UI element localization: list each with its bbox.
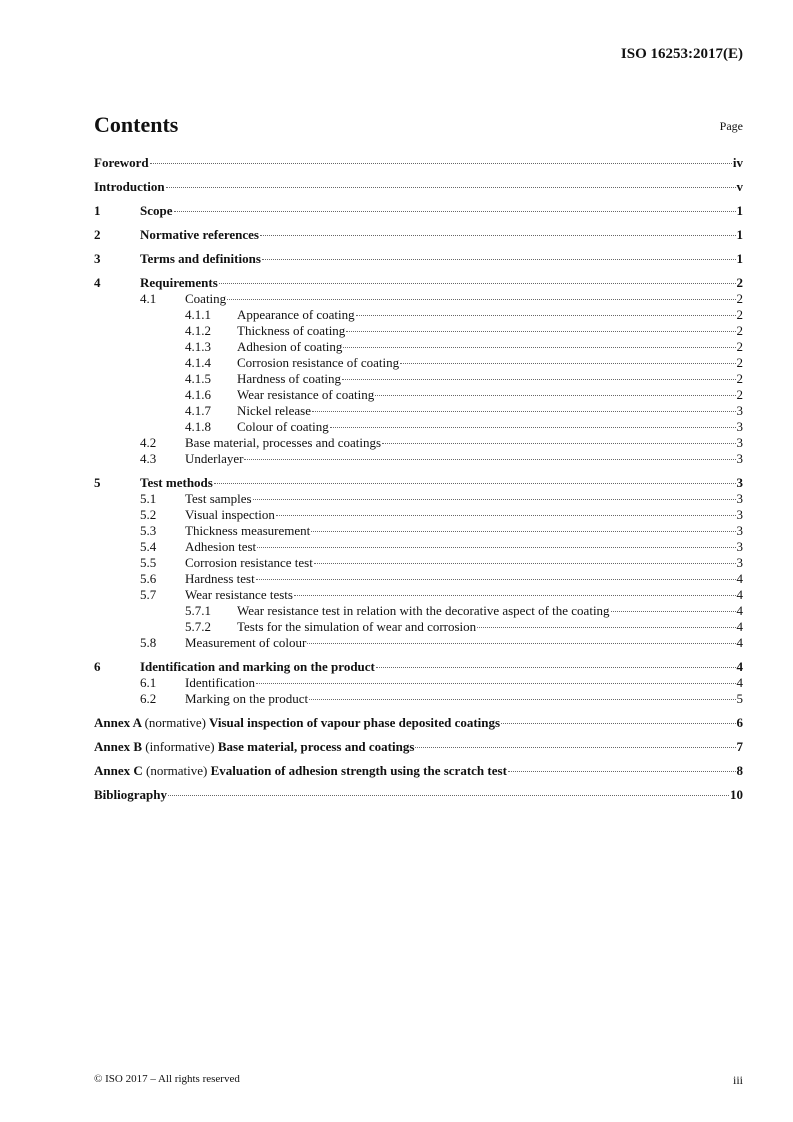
toc-entry[interactable] [94,539,743,555]
dot-leader [307,643,735,644]
toc-entry-title: Identification and marking on the product [140,659,375,674]
dot-leader [415,747,735,748]
toc-entry-title [94,763,507,779]
toc-entry-title: Corrosion resistance of coating [237,355,400,370]
toc-entry[interactable] [94,307,743,323]
toc-entry-title: Underlayer [185,451,244,466]
toc-entry-title: Normative references [140,227,259,242]
toc-entry-number: 3 [94,251,101,266]
dot-leader [312,411,736,412]
toc-entry[interactable] [94,451,743,467]
toc-entry-page: v [736,179,743,194]
dot-leader [382,443,735,444]
annex-title: Evaluation of adhesion strength using the scratch test [210,763,507,778]
toc-entry-number: 6.2 [140,691,157,706]
toc-entry-title: Corrosion resistance test [185,555,313,570]
toc-entry-page: 3 [736,451,743,466]
toc-entry[interactable] [94,787,743,803]
toc-entry-page: 3 [736,491,743,506]
toc-entry-number: 5.2 [140,507,157,522]
toc-entry-page: 8 [736,763,743,778]
toc-entry[interactable] [94,179,743,195]
toc-entry[interactable] [94,323,743,339]
toc-entry-page: 4 [736,659,743,674]
toc-entry-number: 4.2 [140,435,157,450]
document-id: ISO 16253:2017(E) [620,46,743,62]
toc-entry-number: 5.4 [140,539,157,554]
toc-entry-title [94,715,500,731]
page-title: Contents [94,112,179,137]
toc-entry[interactable] [94,251,743,267]
toc-entry-title: Adhesion of coating [237,339,343,354]
dot-leader [276,515,736,516]
toc-entry[interactable] [94,739,743,755]
toc-entry-title: Nickel release [237,403,311,418]
toc-entry-number: 6.1 [140,675,157,690]
toc-entry-number: 4.1.3 [185,339,211,354]
toc-entry-number: 4.1.8 [185,419,211,434]
dot-leader [244,459,735,460]
dot-leader [375,395,735,396]
toc-entry[interactable] [94,715,743,731]
toc-entry-page: 2 [736,387,743,402]
toc-entry-page: 1 [736,227,743,242]
dot-leader [260,235,736,236]
toc-entry[interactable] [94,491,743,507]
toc-entry-title: Wear resistance of coating [237,387,375,402]
dot-leader [343,347,735,348]
toc-entry-page: 3 [736,403,743,418]
toc-entry-page: 1 [736,251,743,266]
dot-leader [477,627,735,628]
toc-entry-title: Wear resistance test in relation with the decorative aspect of the coating [237,603,610,618]
toc-entry-page: iv [732,155,743,170]
toc-entry[interactable] [94,587,743,603]
toc-entry-number: 4.3 [140,451,157,466]
toc-entry-page: 3 [736,523,743,538]
toc-entry-title: Coating [185,291,227,306]
toc-entry[interactable] [94,475,743,491]
toc-entry-title: Colour of coating [237,419,329,434]
dot-leader [342,379,736,380]
dot-leader [330,427,736,428]
toc-entry-number: 5.8 [140,635,157,650]
toc-entry-title: Visual inspection [185,507,275,522]
toc-entry[interactable] [94,419,743,435]
toc-entry-title: Identification [185,675,256,690]
toc-entry-page: 2 [736,355,743,370]
toc-entry-number: 4.1 [140,291,157,306]
toc-entry-number: 4.1.7 [185,403,211,418]
toc-entry[interactable] [94,387,743,403]
dot-leader [376,667,736,668]
toc-entry-number: 5.3 [140,523,157,538]
toc-entry-page: 10 [730,787,743,802]
toc-entry-page: 4 [736,619,743,634]
toc-entry-title: Wear resistance tests [185,587,293,602]
dot-leader [311,531,735,532]
toc-entry[interactable] [94,155,743,171]
dot-leader [256,683,735,684]
toc-entry-number: 4.1.1 [185,307,211,322]
toc-entry-page: 4 [736,635,743,650]
annex-label: Annex B [94,739,143,754]
toc-entry-page: 7 [736,739,743,754]
toc-entry-number: 4 [94,275,101,290]
toc-entry[interactable] [94,227,743,243]
dot-leader [150,163,732,164]
toc-entry[interactable] [94,691,743,707]
toc-entry-page: 3 [736,475,743,490]
dot-leader [227,299,735,300]
dot-leader [501,723,735,724]
annex-label: Annex C [94,763,143,778]
annex-kind: (normative) [144,715,206,730]
dot-leader [256,579,736,580]
annex-title: Base material, process and coatings [217,739,415,754]
toc-entry[interactable] [94,635,743,651]
toc-entry-title: Scope [140,203,173,218]
copyright-footer: © ISO 2017 – All rights reserved [94,1073,240,1085]
toc-entry[interactable] [94,355,743,371]
dot-leader [611,611,736,612]
table-of-contents [94,155,743,803]
dot-leader [314,563,736,564]
toc-entry-title: Thickness measurement [185,523,311,538]
toc-entry-page: 3 [736,539,743,554]
toc-entry-title: Hardness test [185,571,255,586]
toc-entry-title [94,739,414,755]
toc-entry[interactable] [94,507,743,523]
page-column-label: Page [719,119,743,133]
toc-entry[interactable] [94,603,743,619]
dot-leader [168,795,729,796]
toc-entry[interactable] [94,555,743,571]
dot-leader [262,259,736,260]
toc-entry-number: 5 [94,475,101,490]
toc-entry-title: Appearance of coating [237,307,355,322]
toc-entry[interactable] [94,619,743,635]
toc-entry-title: Hardness of coating [237,371,341,386]
toc-entry-page: 5 [736,691,743,706]
toc-entry-number: 4.1.4 [185,355,211,370]
toc-entry[interactable] [94,371,743,387]
dot-leader [309,699,735,700]
toc-entry-page: 4 [736,603,743,618]
toc-entry-page: 4 [736,587,743,602]
toc-entry-title: Tests for the simulation of wear and corrosion [237,619,477,634]
toc-entry-number: 4.1.6 [185,387,211,402]
toc-entry-number: 4.1.5 [185,371,211,386]
dot-leader [346,331,735,332]
toc-entry-number: 6 [94,659,101,674]
toc-entry[interactable] [94,275,743,291]
toc-entry-number: 5.6 [140,571,157,586]
toc-entry-title: Base material, processes and coatings [185,435,382,450]
toc-entry-title: Marking on the product [185,691,309,706]
toc-entry[interactable] [94,291,743,307]
annex-kind: (normative) [146,763,208,778]
toc-entry-page: 2 [736,371,743,386]
dot-leader [508,771,736,772]
dot-leader [294,595,736,596]
annex-label: Annex A [94,715,142,730]
toc-entry-page: 3 [736,435,743,450]
toc-entry-number: 5.7.2 [185,619,211,634]
toc-entry-page: 4 [736,675,743,690]
toc-entry-page: 4 [736,571,743,586]
dot-leader [257,547,735,548]
toc-entry-page: 2 [736,291,743,306]
toc-entry[interactable] [94,659,743,675]
toc-entry-page: 3 [736,555,743,570]
dot-leader [219,283,736,284]
toc-entry-number: 4.1.2 [185,323,211,338]
dot-leader [356,315,736,316]
toc-entry-page: 2 [736,323,743,338]
toc-entry-title: Test samples [185,491,252,506]
toc-entry-title: Thickness of coating [237,323,346,338]
toc-entry-title: Measurement of colour [185,635,307,650]
annex-title: Visual inspection of vapour phase deposited coatings [208,715,501,730]
toc-entry[interactable] [94,571,743,587]
annex-kind: (informative) [145,739,215,754]
toc-entry[interactable] [94,339,743,355]
toc-entry[interactable] [94,675,743,691]
toc-entry-page: 3 [736,419,743,434]
toc-entry-title: Bibliography [94,787,167,802]
toc-entry[interactable] [94,435,743,451]
dot-leader [166,187,736,188]
toc-entry-number: 1 [94,203,101,218]
toc-entry-title: Requirements [140,275,218,290]
toc-entry-title: Foreword [94,155,149,170]
dot-leader [253,499,736,500]
toc-entry-page: 2 [736,307,743,322]
toc-entry-title: Terms and definitions [140,251,261,266]
toc-entry-number: 5.1 [140,491,157,506]
toc-entry[interactable] [94,523,743,539]
toc-entry-number: 5.7.1 [185,603,211,618]
toc-entry-number: 5.7 [140,587,157,602]
toc-entry-page: 1 [736,203,743,218]
toc-entry-page: 2 [736,339,743,354]
toc-entry[interactable] [94,763,743,779]
toc-entry-number: 5.5 [140,555,157,570]
toc-entry-page: 2 [736,275,743,290]
dot-leader [400,363,735,364]
dot-leader [174,211,736,212]
dot-leader [214,483,736,484]
toc-entry[interactable] [94,203,743,219]
toc-entry-number: 2 [94,227,101,242]
toc-entry-title: Introduction [94,179,165,194]
toc-entry-page: 3 [736,507,743,522]
toc-entry[interactable] [94,403,743,419]
toc-entry-title: Adhesion test [185,539,257,554]
toc-entry-page: 6 [736,715,743,730]
page-number: iii [732,1073,743,1087]
toc-entry-title: Test methods [140,475,213,490]
